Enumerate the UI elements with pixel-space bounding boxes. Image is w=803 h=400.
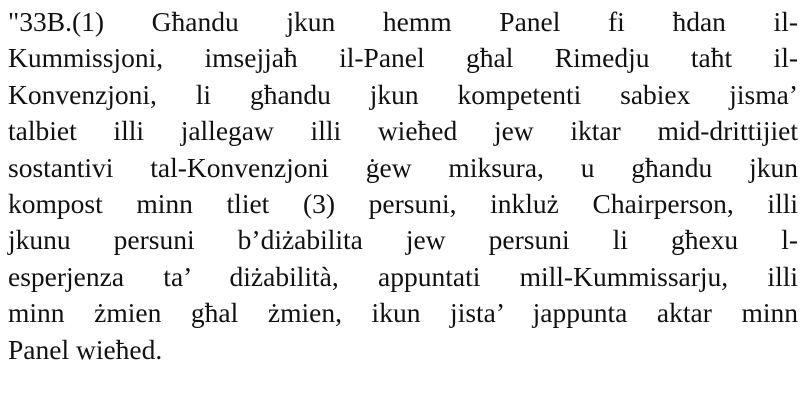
legal-text-paragraph bbox=[8, 4, 798, 368]
text-line-2: Kummissjoni, imsejjaħ il-Panel għal Rimedju taħt il- bbox=[8, 42, 798, 74]
text-line-5: sostantivi tal-Konvenzjoni ġew miksura, u għandu jkun bbox=[8, 151, 798, 183]
text-line-4: talbiet illi jallegaw illi wieħed jew iktar mid-drittijiet bbox=[8, 115, 798, 147]
text-line-9: minn żmien għal żmien, ikun jista’ jappunta aktar minn bbox=[8, 297, 798, 329]
text-line-3: Konvenzjoni, li għandu jkun kompetenti sabiex jisma’ bbox=[8, 78, 798, 110]
text-line-7: jkunu persuni b’diżabilita jew persuni li għexu l- bbox=[8, 224, 798, 256]
text-line-10: Panel wieħed. bbox=[8, 333, 163, 365]
text-line-1: "33B.(1) Għandu jkun hemm Panel fi ħdan il- bbox=[8, 6, 798, 37]
text-line-8: esperjenza ta’ diżabilità, appuntati mill-Kummissarju, illi bbox=[8, 260, 798, 292]
text-line-6: kompost minn tliet (3) persuni, inkluż Chairperson, illi bbox=[8, 187, 798, 219]
